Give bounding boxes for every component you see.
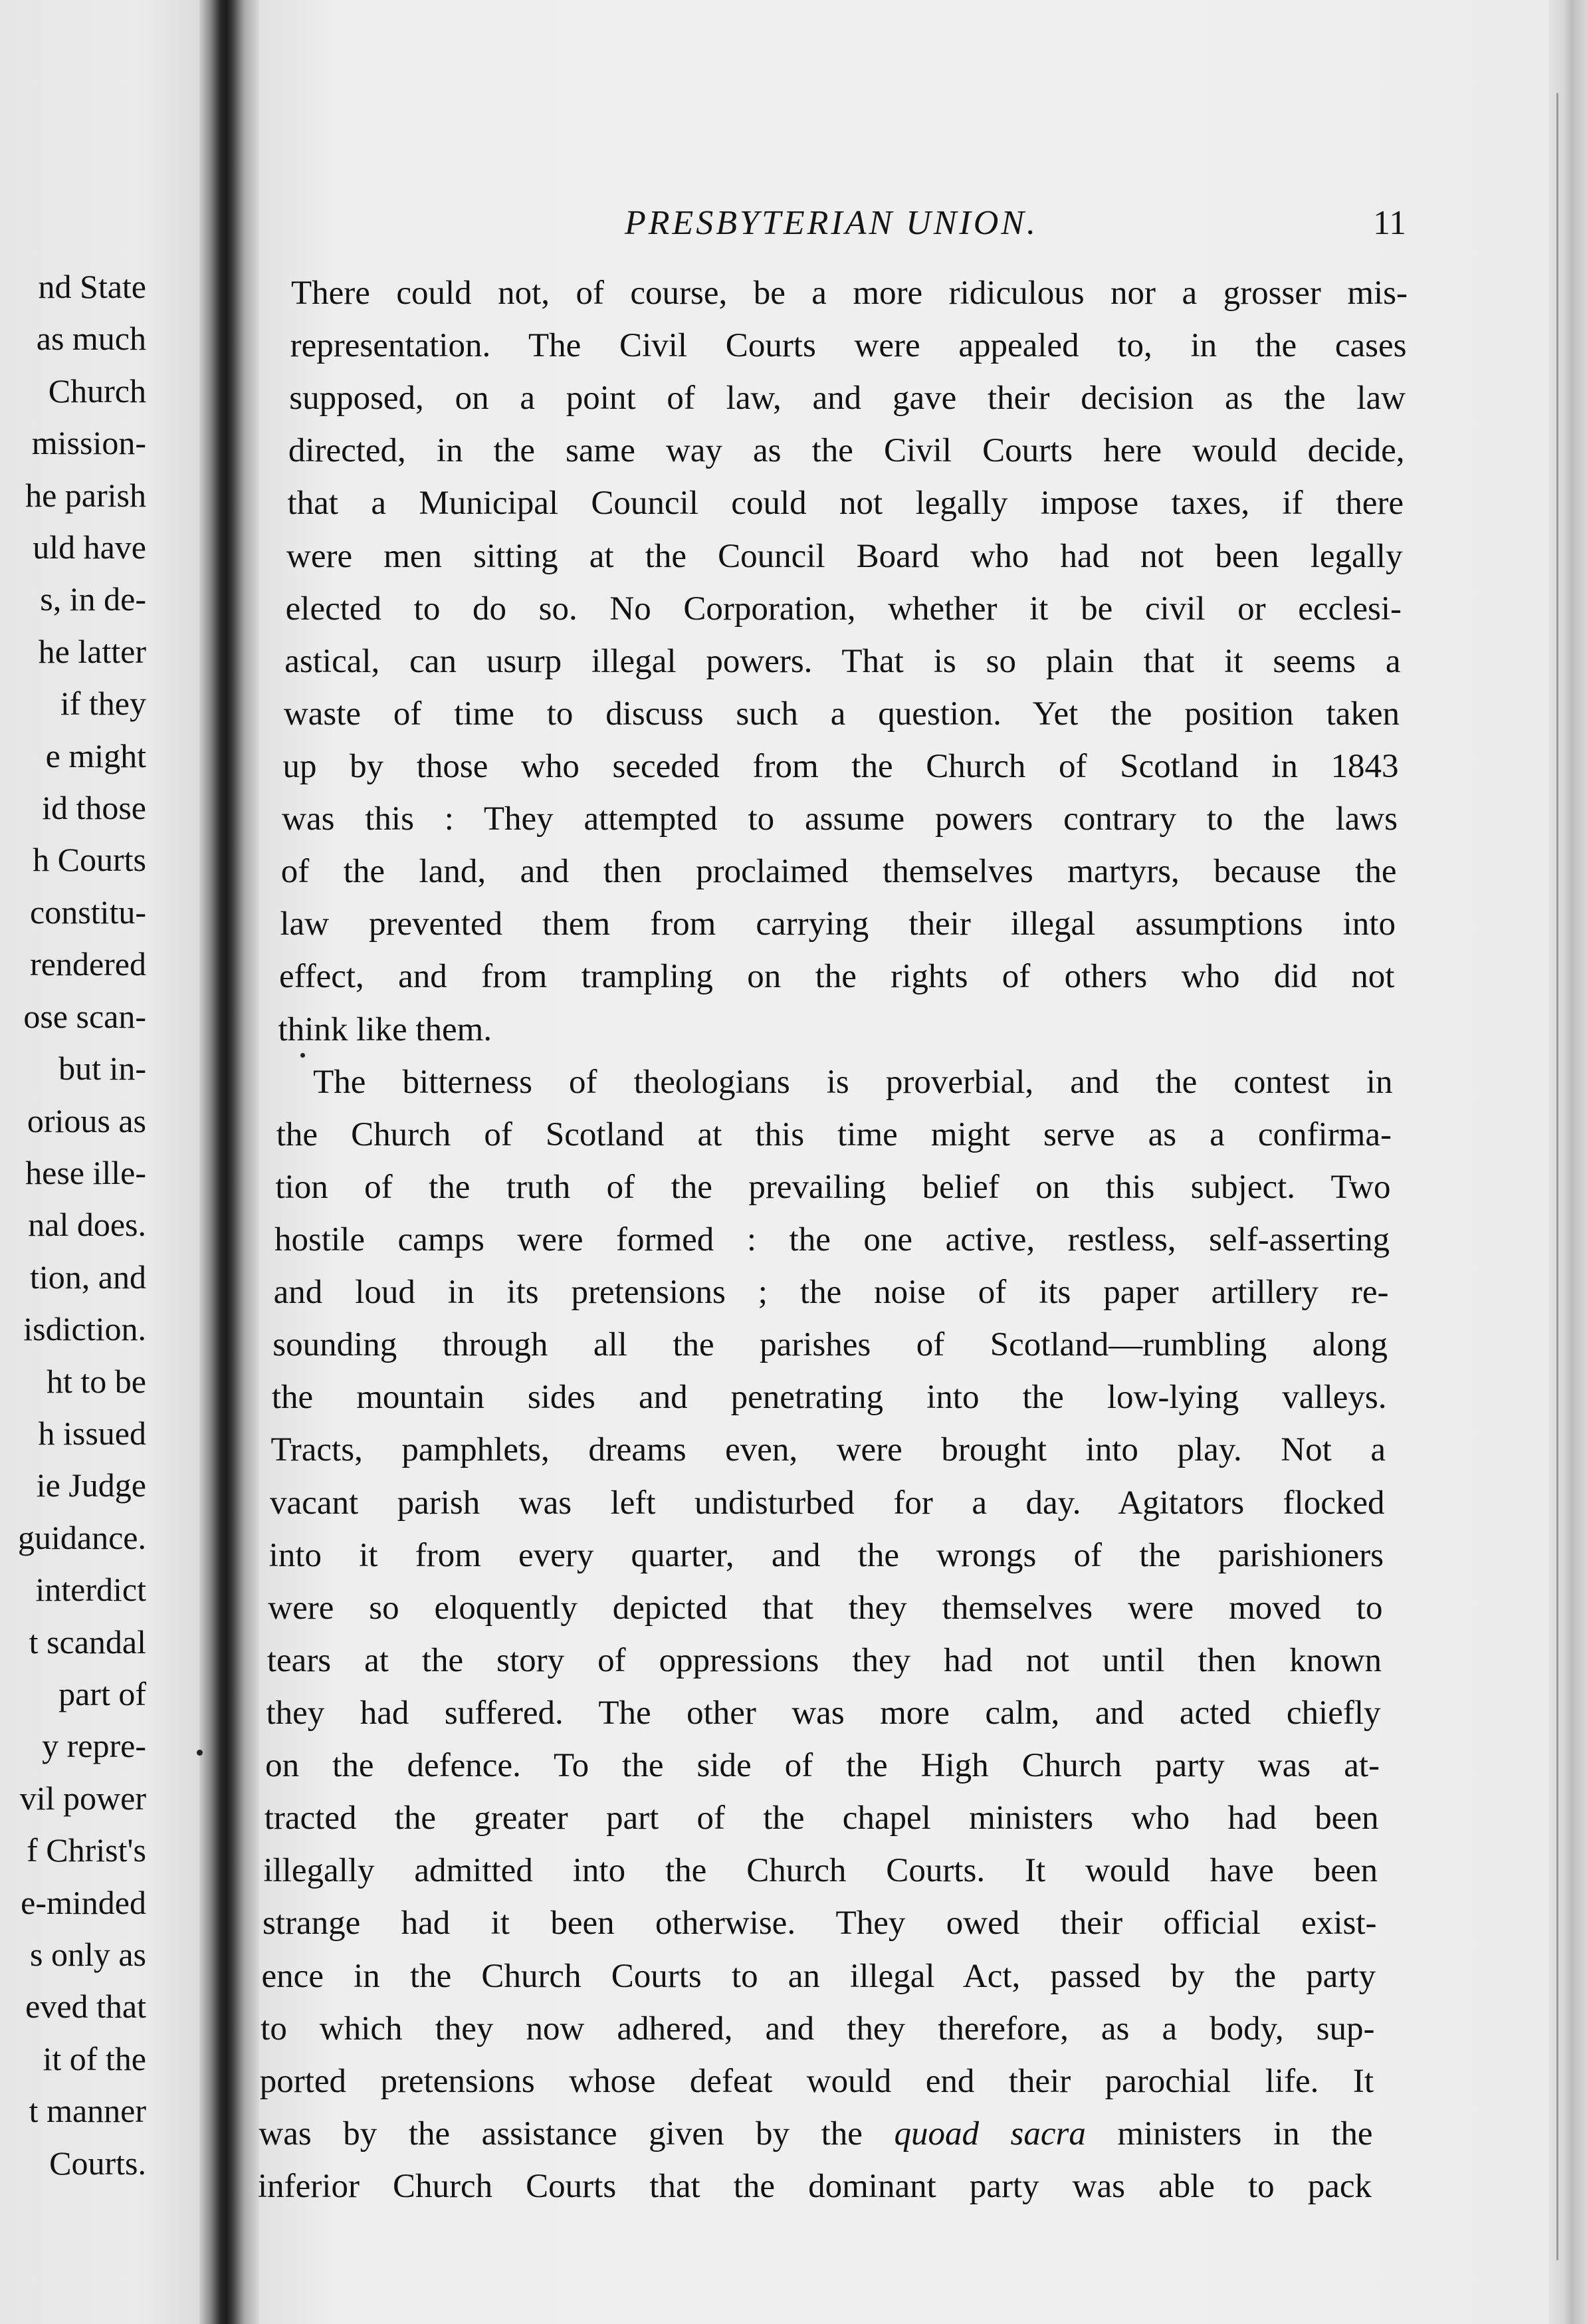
left-page-fragment: uld have xyxy=(33,528,146,566)
text-line: supposed, on a point of law, and gave their decision as the law xyxy=(289,380,1406,417)
text-line: representation. The Civil Courts were appealed to, in the cases xyxy=(290,327,1407,365)
page-number: 11 xyxy=(1373,204,1407,242)
text-line: waste of time to discuss such a question. Yet the position taken xyxy=(283,695,1400,733)
left-page-fragment: but in- xyxy=(58,1050,146,1088)
text-line: think like them. xyxy=(278,1010,492,1048)
page-edge-line xyxy=(1556,93,1558,2260)
left-page xyxy=(0,0,199,2324)
text-line: elected to do so. No Corporation, whether it be civil or ecclesi- xyxy=(285,590,1402,628)
text-line: were men sitting at the Council Board who had not been legally xyxy=(286,537,1403,575)
left-page-fragment: hese ille- xyxy=(25,1153,146,1191)
left-page-fragment: if they xyxy=(60,685,146,723)
print-speck xyxy=(197,1750,203,1756)
left-page-fragment: s, in de- xyxy=(40,580,146,618)
text-line: hostile camps were formed : the one active, restless, self-asserting xyxy=(274,1221,1390,1258)
text-line: law prevented them from carrying their illegal assumptions into xyxy=(280,905,1396,943)
text-line: ence in the Church Courts to an illegal Act, passed by the party xyxy=(261,1957,1376,1995)
left-page-fragment: e-minded xyxy=(21,1883,146,1921)
text-line: the mountain sides and penetrating into the low-lying valleys. xyxy=(271,1379,1387,1417)
book-gutter xyxy=(199,0,259,2324)
left-page-fragment: t manner xyxy=(29,2092,146,2130)
text-line: was by the assistance given by the quoad sacra ministers in the xyxy=(259,2115,1373,2152)
left-page-fragment: t scandal xyxy=(29,1623,146,1661)
text-line: ported pretensions whose defeat would end their parochial life. It xyxy=(259,2062,1374,2100)
page-edge xyxy=(1548,0,1587,2324)
text-line: and loud in its pretensions ; the noise of its paper artillery re- xyxy=(273,1274,1389,1312)
text-line: up by those who seceded from the Church of Scotland in 1843 xyxy=(282,748,1399,785)
text-line: the Church of Scotland at this time might serve as a confirma- xyxy=(276,1115,1392,1153)
text-line: Tracts, pamphlets, dreams even, were brought into play. Not a xyxy=(270,1431,1386,1469)
left-page-text-fragments xyxy=(0,261,146,2189)
left-page-fragment: vil power xyxy=(19,1779,146,1817)
left-page-fragment: y repre- xyxy=(42,1727,146,1765)
text-line: of the land, and then proclaimed themselves martyrs, because the xyxy=(280,853,1397,891)
left-page-fragment: rendered xyxy=(30,945,146,983)
text-line: illegally admitted into the Church Courts. It would have been xyxy=(263,1852,1378,1890)
left-page-fragment: id those xyxy=(42,789,146,827)
left-page-fragment: it of the xyxy=(43,2039,146,2077)
text-line: sounding through all the parishes of Scotland—rumbling along xyxy=(272,1326,1388,1364)
left-page-fragment: mission- xyxy=(31,424,146,462)
left-page-fragment: ie Judge xyxy=(36,1466,146,1504)
left-page-fragment: ht to be xyxy=(47,1362,146,1400)
text-line: tion of the truth of the prevailing belief on this subject. Two xyxy=(275,1168,1391,1206)
text-line: into it from every quarter, and the wrongs of the parishioners xyxy=(268,1536,1384,1574)
text-line: directed, in the same way as the Civil Courts here would decide, xyxy=(288,432,1405,470)
left-page-fragment: interdict xyxy=(35,1571,146,1609)
text-line: astical, can usurp illegal powers. That is so plain that it seems a xyxy=(284,642,1401,680)
text-line: There could not, of course, be a more ridiculous nor a grosser mis- xyxy=(291,275,1408,312)
left-page-fragment: f Christ's xyxy=(27,1831,146,1869)
text-line: on the defence. To the side of the High Church party was at- xyxy=(265,1747,1380,1785)
text-line: inferior Church Courts that the dominant party was able to pack xyxy=(258,2168,1372,2205)
left-page-fragment: h Courts xyxy=(33,841,146,879)
text-line: effect, and from trampling on the rights of others who did not xyxy=(278,958,1395,996)
left-page-fragment: e might xyxy=(45,737,146,774)
left-page-fragment: Courts. xyxy=(49,2144,146,2182)
left-page-fragment: Church xyxy=(48,372,146,409)
running-head: PRESBYTERIAN UNION. xyxy=(625,204,1038,242)
left-page-fragment: orious as xyxy=(27,1102,146,1139)
left-page-fragment: nd State xyxy=(38,268,146,305)
left-page-fragment: tion, and xyxy=(30,1258,146,1296)
text-line: The bitterness of theologians is proverbial, and the contest in xyxy=(313,1063,1393,1101)
left-page-fragment: isdiction. xyxy=(23,1310,146,1348)
left-page-fragment: nal does. xyxy=(28,1206,146,1244)
left-page-fragment: h issued xyxy=(38,1414,146,1452)
left-page-fragment: guidance. xyxy=(18,1518,146,1556)
text-line: were so eloquently depicted that they themselves were moved to xyxy=(268,1589,1383,1627)
text-line: to which they now adhered, and they therefore, as a body, sup- xyxy=(261,2010,1375,2047)
text-line: that a Municipal Council could not legally impose taxes, if there xyxy=(287,485,1404,523)
left-page-fragment: s only as xyxy=(30,1936,146,1973)
left-page-fragment: he parish xyxy=(25,476,146,514)
left-page-fragment: part of xyxy=(58,1675,146,1712)
italic-phrase: quoad sacra xyxy=(894,2115,1086,2152)
text-line: vacant parish was left undisturbed for a day. Agitators flocked xyxy=(270,1484,1385,1522)
text-line: tears at the story of oppressions they had not until then known xyxy=(266,1641,1382,1679)
text-line: strange had it been otherwise. They owed their official exist- xyxy=(262,1905,1377,1942)
print-speck xyxy=(300,1053,305,1058)
text-line: they had suffered. The other was more calm, and acted chiefly xyxy=(266,1694,1381,1732)
left-page-fragment: eved that xyxy=(25,1988,146,2026)
left-page-fragment: ose scan- xyxy=(23,997,146,1035)
left-page-fragment: he latter xyxy=(38,632,146,670)
left-page-fragment: constitu- xyxy=(30,893,146,931)
text-line: was this : They attempted to assume powers contrary to the laws xyxy=(282,800,1398,838)
text-line: tracted the greater part of the chapel ministers who had been xyxy=(264,1800,1379,1837)
left-page-fragment: as much xyxy=(36,320,146,358)
